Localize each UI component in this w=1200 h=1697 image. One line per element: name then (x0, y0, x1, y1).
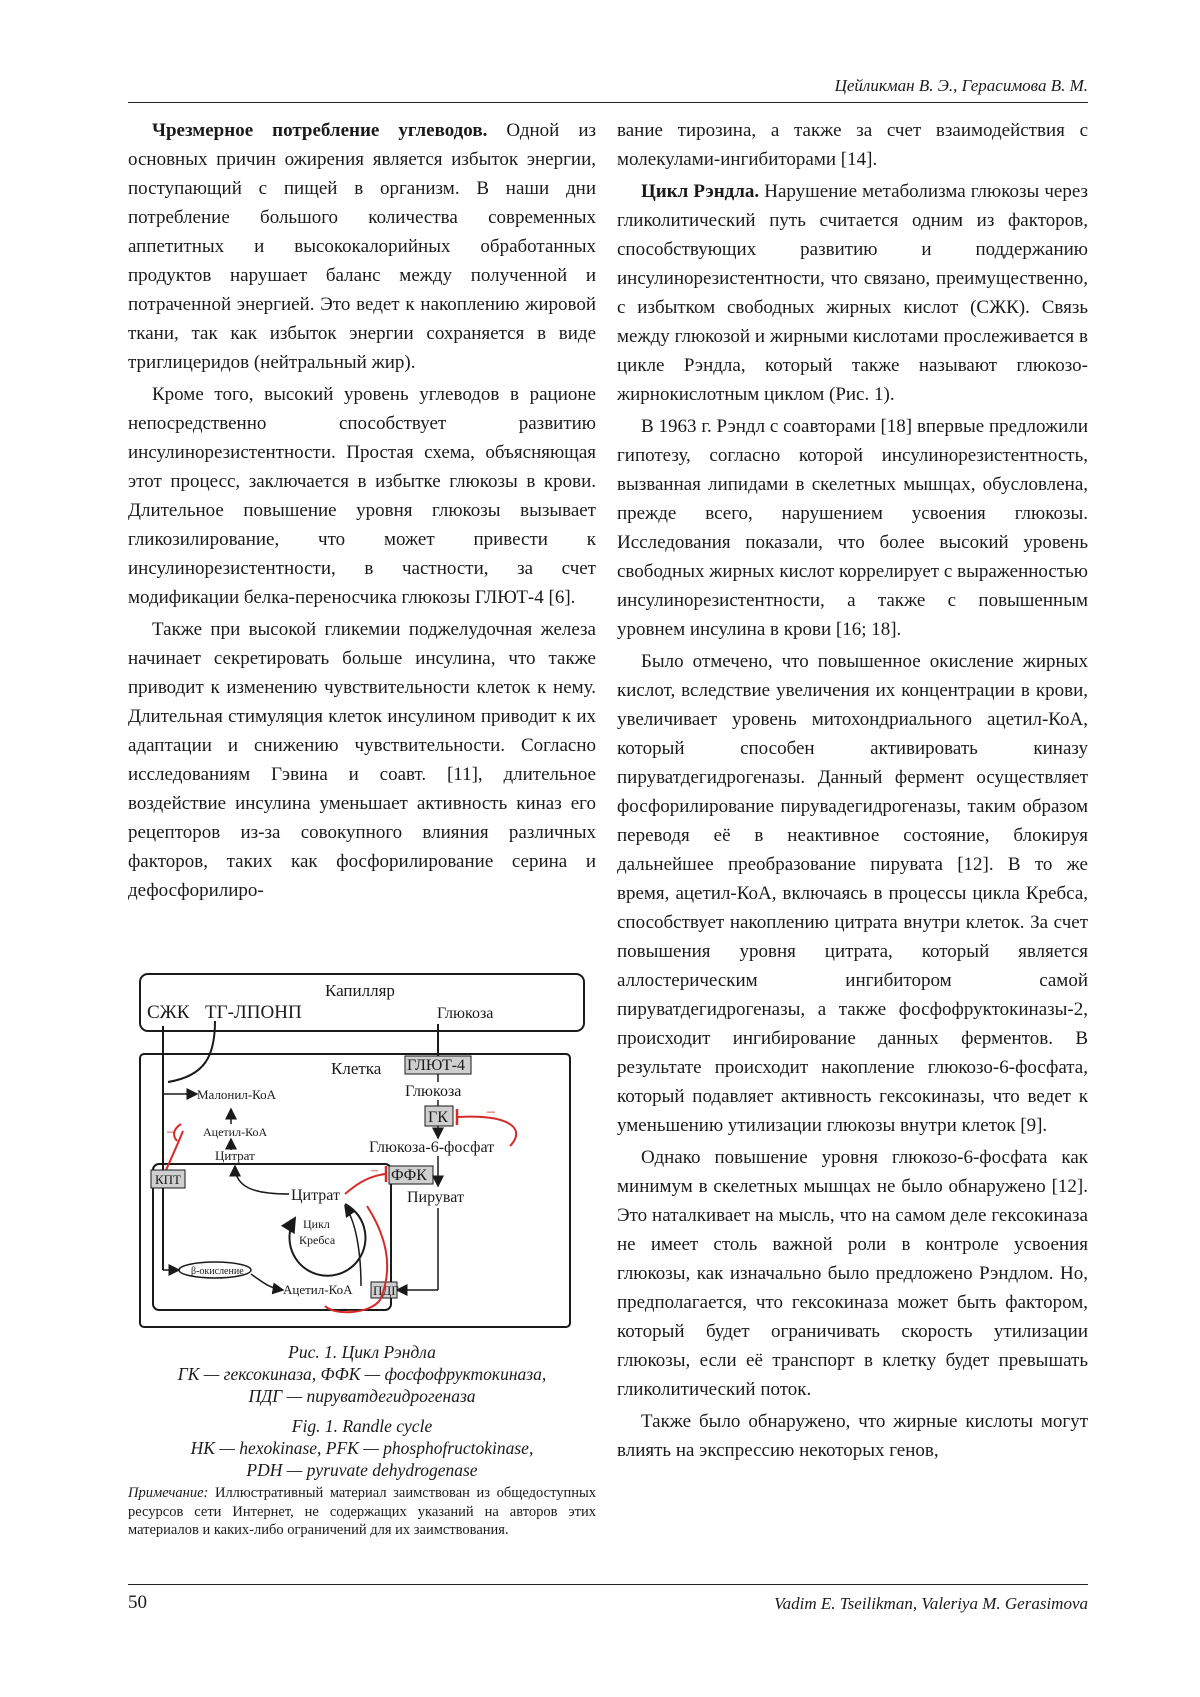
caption-en-line3: PDH — pyruvate dehydrogenase (246, 1460, 478, 1480)
page-number: 50 (128, 1592, 147, 1613)
beta-oxidation-label: β-окисление (191, 1266, 244, 1277)
capillary-label: Капилляр (325, 981, 395, 1000)
paragraph-heading: Цикл Рэндла. (641, 181, 760, 202)
caption-ru-line3: ПДГ — пируватдегидрогеназа (248, 1386, 476, 1406)
paragraph-text: вание тирозина, а также за счет взаимодействия с молекулами-ингибиторами [14]. (617, 120, 1088, 170)
running-head-authors: Цейликман В. Э., Герасимова В. М. (834, 76, 1088, 95)
pyruvate-label: Пируват (407, 1189, 464, 1206)
citrate-cyto-label: Цитрат (215, 1148, 255, 1163)
pdh-label: ПДГ (373, 1283, 399, 1298)
to-acetyl-mito-arrow (251, 1274, 283, 1290)
paragraph-randle (617, 177, 1088, 409)
hk-minus-sign: – (487, 1103, 495, 1120)
pfk-minus-sign: – (371, 1163, 378, 1178)
caption-en-line2: HK — hexokinase, PFK — phosphofructokinase, (190, 1438, 534, 1458)
footer-authors: Vadim E. Tseilikman, Valeriya M. Gerasimova (774, 1594, 1088, 1613)
paragraph-text: Однако повышение уровня глюкозо-6-фосфата как минимум в скелетных мышцах не было обнаружено [12]. Это наталкивает на мысль, что на самом деле гексокиназа не имеет столь важной роли в контроле усвоения глюкозы, как изначально было предложено Рэндлом. Но, предполагается, что гексокиназа может быть фактором, который будет ограничивать скорость утилизации глюкозы, если её транспорт в клетку будет превышать гликолитический поток. (617, 1147, 1088, 1400)
caption-ru-title: Рис. 1. Цикл Рэндла (288, 1342, 436, 1362)
paragraph-text: Нарушение метаболизма глюкозы через гликолитический путь считается одним из факторов, способствующих развитию и поддержанию инсулинорезистентности, что связано, преимущественно, с избытком свободных жирных кислот (СЖК). Связь между глюкозой и жирными кислотами прослеживается в цикле Рэндла, который также называют глюкозо-жирнокислотным циклом (Рис. 1). (617, 181, 1089, 405)
paragraph-text: В 1963 г. Рэндл с соавторами [18] впервые предложили гипотезу, согласно которой инсулинорезистентность, вызванная липидами в скелетных мышцах, обусловлена, прежде всего, нарушением усвоения глюкозы. Исследования показали, что более высокий уровень свободных жирных кислот коррелирует с выраженностью инсулинорезистентности, а также с повышенным уровнем инсулина в крови [16; 18]. (617, 416, 1088, 640)
paragraph-text: Также было обнаружено, что жирные кислоты могут влиять на экспрессию некоторых генов, (617, 1411, 1088, 1461)
pfk-label: ФФК (391, 1167, 427, 1184)
left-column (128, 116, 596, 908)
footer-rule (128, 1584, 1088, 1585)
paragraph-text: Кроме того, высокий уровень углеводов в рационе непосредственно способствует развитию инсулинорезистентности. Простая схема, объясняющая этот процесс, заключается в избытке глюкозы в крови. Длительное повышение уровня глюкозы вызывает гликозилирование, что может привести к инсулинорезистентности, в частности, за счет модификации белка-переносчика глюкозы ГЛЮТ-4 [6]. (128, 384, 596, 608)
gk-label: ГК (428, 1109, 448, 1126)
note-text: Иллюстративный материал заимствован из общедоступных ресурсов сети Интернет, не содержащих указаний на авторов этих материалов и каких-либо ограничений для их заимствования. (128, 1485, 596, 1538)
malonyl-coa-label: Малонил-КоА (197, 1087, 277, 1102)
acetyl-coa-mito-label: Ацетил-КоА (283, 1282, 353, 1297)
glucose-blood-label: Глюкоза (437, 1005, 494, 1022)
right-column (617, 116, 1088, 1468)
acetyl-to-krebs-arrow (345, 1206, 361, 1286)
citrate-export-arrow (235, 1166, 289, 1194)
glut4-label: ГЛЮТ-4 (407, 1057, 466, 1074)
figure-note (128, 1484, 596, 1540)
paragraph-heading: Чрезмерное потребление углеводов. (152, 120, 488, 141)
paragraph-text: Одной из основных причин ожирения является избыток энергии, поступающий с пищей в организм. В наши дни потребление большого количества современных аппетитных и высококалорийных обработанных продуктов нарушает баланс между полученной и потраченной энергией. Это ведет к накоплению жировой ткани, так как избыток энергии сохраняется в виде триглицеридов (нейтральный жир). (128, 120, 596, 373)
caption-ru-line2: ГК — гексокиназа, ФФК — фосфофруктокиназа, (177, 1364, 547, 1384)
ffa-label: СЖК (147, 1002, 190, 1023)
randle-cycle-diagram (135, 966, 591, 1335)
g6p-label: Глюкоза-6-фосфат (369, 1139, 495, 1156)
malonyl-minus-sign: – (167, 1123, 175, 1140)
randle-cycle-figure (135, 966, 591, 1335)
cell-label: Клетка (331, 1059, 382, 1078)
citrate-mito-label: Цитрат (291, 1187, 340, 1204)
figure-captions (128, 1341, 596, 1481)
citrate-pfk-inhibition-line (345, 1174, 385, 1194)
krebs-line1: Цикл (303, 1217, 330, 1231)
caption-en-title: Fig. 1. Randle cycle (291, 1416, 433, 1436)
paragraph-text: Также при высокой гликемии поджелудочная железа начинает секретировать больше инсулина, что также приводит к изменению чувствительности клеток к нему. Длительная стимуляция клеток инсулином приводит к их адаптации и снижению чувствительности. Согласно исследованиям Гэвина и соавт. [11], длительное воздействие инсулина уменьшает активность киназ его рецепторов из-за совокупного влияния различных факторов, таких как фосфорилирование серина и дефосфорилиро- (128, 619, 596, 901)
tg-lponp-label: ТГ-ЛПОНП (205, 1002, 302, 1023)
cpt-label: КПТ (155, 1172, 181, 1187)
acetyl-coa-cyto-label: Ацетил-КоА (203, 1125, 268, 1139)
pdh-minus-sign: – (347, 1303, 354, 1318)
paragraph-text: Было отмечено, что повышенное окисление жирных кислот, вследствие увеличения их концентрации в крови, увеличивает уровень митохондриального ацетил-КоА, который способен активировать киназу пируватдегидрогеназы. Данный фермент осуществляет фосфорилирование пирувадегидрогеназы, таким образом переводя её в неактивное состояние, блокируя дальнейшее преобразование пирувата [12]. В то же время, ацетил-КоА, включаясь в процессы цикла Кребса, способствует накоплению цитрата внутри клеток. За счет повышения уровня цитрата, который является аллостерическим ингибитором самой пируватдегидрогеназы, а также фосфофруктокиназы-2, происходит ингибирование данных ферментов. В результате происходит накопление глюкозо-6-фосфата, который подавляет активность гексокиназы, что ведет к уменьшению утилизации глюкозы внутри клеток [9]. (617, 651, 1088, 1136)
note-label: Примечание: (128, 1485, 209, 1501)
krebs-line2: Кребса (299, 1233, 336, 1247)
paragraph-carbohydrates (128, 116, 596, 377)
header-rule (128, 102, 1088, 103)
glucose-cell-label: Глюкоза (405, 1083, 462, 1100)
